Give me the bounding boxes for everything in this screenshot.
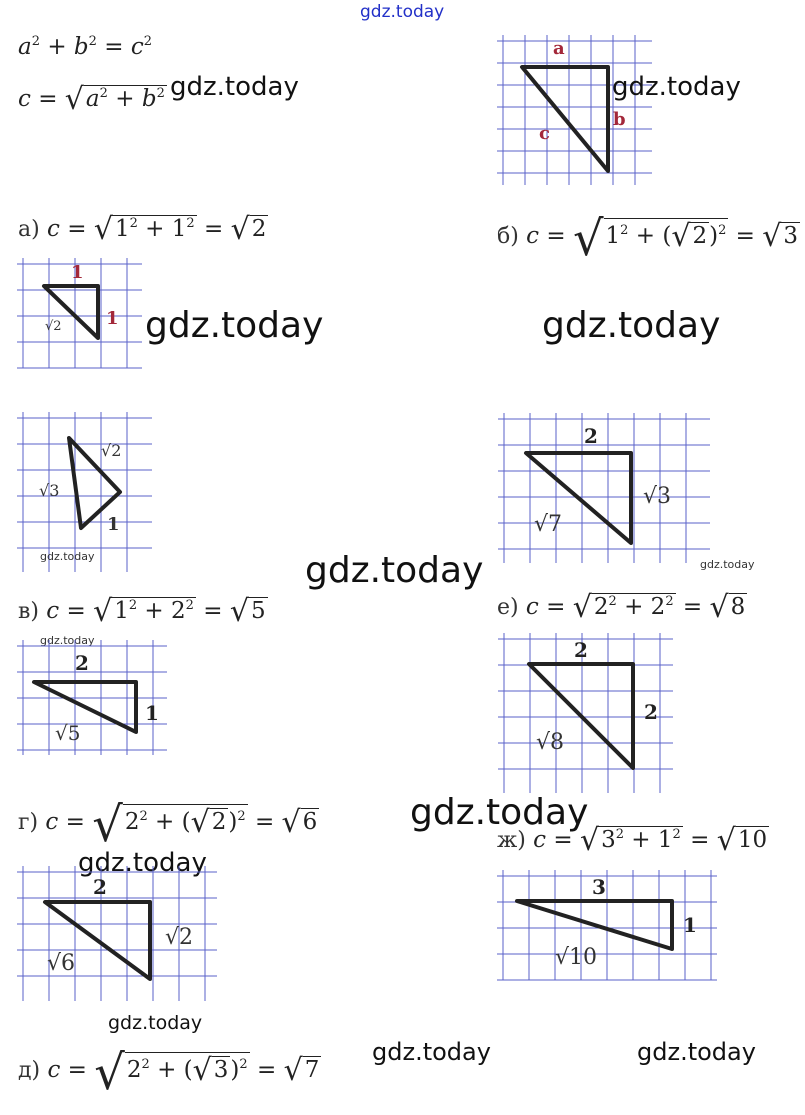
grid bbox=[498, 413, 710, 563]
hypotenuse-label: √2 bbox=[45, 319, 62, 334]
hypotenuse-label: √5 bbox=[55, 721, 81, 745]
leg-top-label: 2 bbox=[75, 651, 89, 675]
leg-top-label: 3 bbox=[592, 875, 606, 899]
part-v-figure bbox=[17, 640, 167, 755]
grid bbox=[17, 640, 167, 755]
hypotenuse-label: √10 bbox=[555, 945, 598, 970]
part-e-figure-top bbox=[498, 413, 710, 563]
part-d-formula: д) $c = √2^2 + (√3)^2 = √7$ bbox=[18, 1045, 320, 1101]
triangle bbox=[517, 901, 672, 949]
watermark-small: gdz.today bbox=[40, 550, 95, 563]
leg-top-label: 2 bbox=[584, 424, 598, 448]
main-triangle-figure bbox=[497, 35, 652, 185]
part-v-formula: в) $c = √1^2 + 2^2 = √5$ bbox=[18, 594, 266, 629]
hypotenuse-formula: $c = √a^2 + b^2$ bbox=[18, 82, 165, 117]
pythagorean-formula: $a^2 + b^2 = c^2$ bbox=[18, 34, 152, 60]
watermark: gdz.today bbox=[410, 792, 589, 833]
side-left-label: √3 bbox=[39, 481, 60, 500]
part-b-formula: б) $c = √1^2 + (√2)^2 = √3$ bbox=[497, 211, 799, 267]
leg-top-label: 2 bbox=[93, 875, 107, 899]
part-zh-figure bbox=[497, 870, 717, 980]
watermark-small: gdz.today bbox=[700, 558, 755, 571]
part-a-formula: а) $c = √1^2 + 1^2 = √2$ bbox=[18, 212, 267, 247]
part-zh-formula: ж) $c = √3^2 + 1^2 = √10$ bbox=[497, 823, 768, 858]
triangle bbox=[522, 67, 608, 171]
leg-right-label: 1 bbox=[106, 308, 119, 329]
hypotenuse-label: √6 bbox=[47, 951, 76, 976]
hypotenuse-label: √8 bbox=[536, 730, 565, 755]
watermark-small: gdz.today bbox=[40, 634, 95, 647]
leg-top-label: 1 bbox=[71, 262, 84, 283]
leg-right-label: 2 bbox=[644, 700, 658, 724]
side-top-label: √2 bbox=[101, 441, 122, 460]
side-a-label: a bbox=[553, 38, 565, 59]
leg-right-label: √2 bbox=[165, 925, 194, 950]
part-a-figure bbox=[17, 258, 142, 368]
watermark: gdz.today bbox=[170, 72, 299, 102]
part-e-formula: е) $c = √2^2 + 2^2 = √8$ bbox=[497, 590, 746, 625]
watermark: gdz.today bbox=[108, 1012, 203, 1034]
side-bottom-label: 1 bbox=[107, 514, 120, 535]
watermark: gdz.today bbox=[145, 305, 324, 346]
watermark: gdz.today bbox=[78, 848, 207, 878]
part-g-figure bbox=[17, 866, 217, 1001]
watermark-top: gdz.today bbox=[360, 2, 445, 22]
leg-top-label: 2 bbox=[574, 638, 588, 662]
watermark: gdz.today bbox=[372, 1038, 491, 1066]
watermark: gdz.today bbox=[542, 305, 721, 346]
grid bbox=[497, 35, 652, 185]
part-g-formula: г) $c = √2^2 + (√2)^2 = √6$ bbox=[18, 797, 318, 853]
leg-right-label: 1 bbox=[683, 913, 697, 937]
watermark: gdz.today bbox=[612, 72, 741, 102]
part-b-figure bbox=[17, 412, 152, 572]
grid bbox=[17, 412, 152, 572]
watermark: gdz.today bbox=[305, 550, 484, 591]
watermark: gdz.today bbox=[637, 1038, 756, 1066]
part-e-figure-bottom bbox=[498, 633, 673, 793]
side-c-label: c bbox=[539, 123, 550, 144]
leg-right-label: √3 bbox=[643, 484, 672, 509]
leg-right-label: 1 bbox=[145, 701, 159, 725]
side-b-label: b bbox=[613, 109, 626, 130]
hypotenuse-label: √7 bbox=[534, 512, 563, 537]
